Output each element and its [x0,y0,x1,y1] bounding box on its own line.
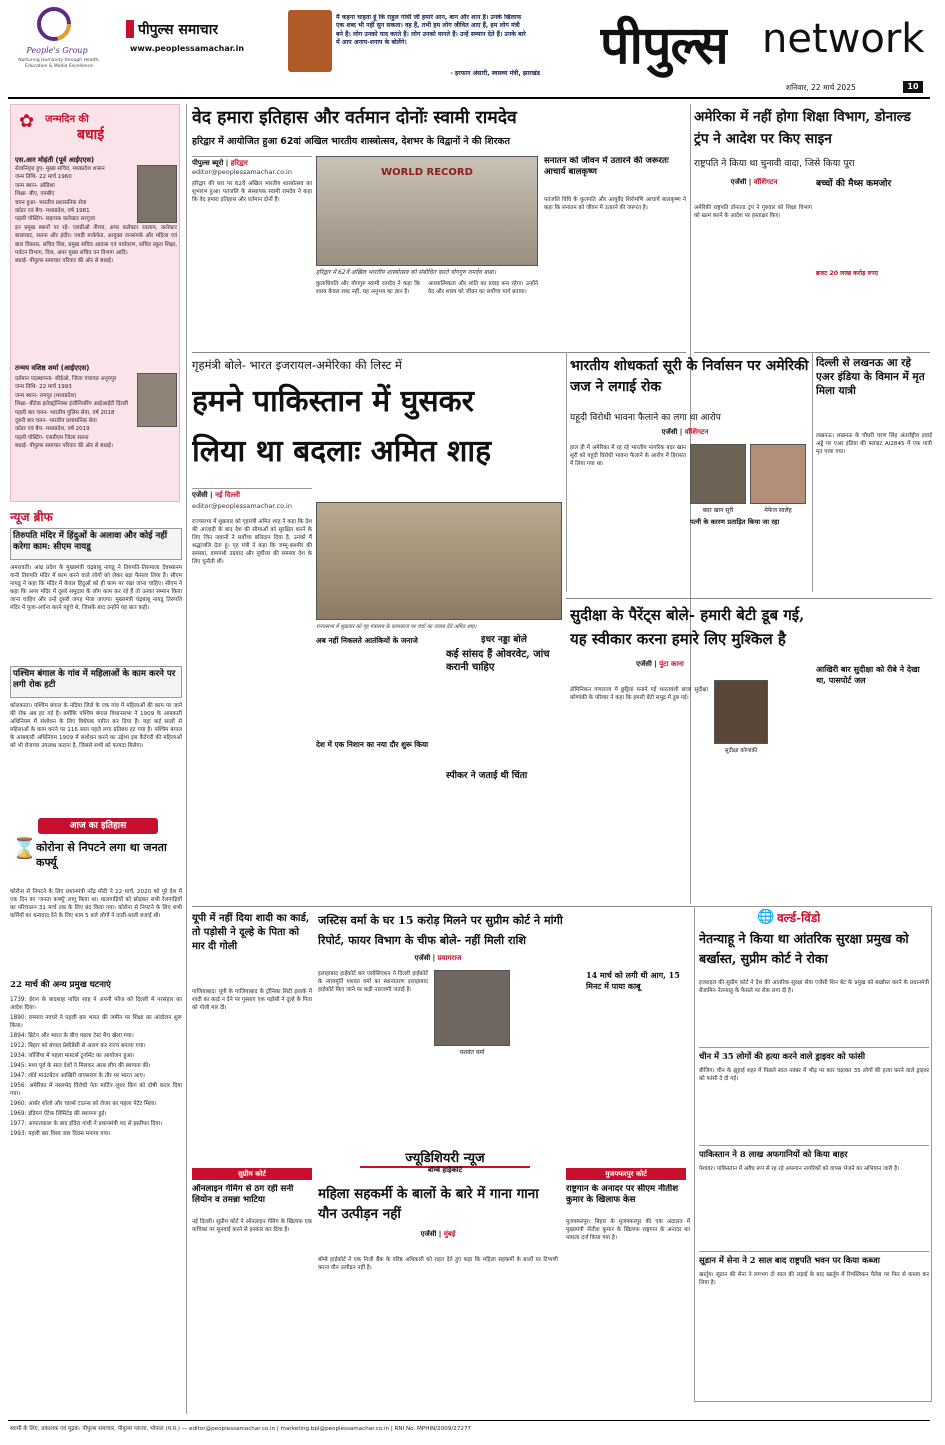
varma-side: 14 मार्च को लगी थी आग, 15 मिनट में पाया काबू [586,970,680,991]
varma-place: प्रयागराज [437,954,462,962]
shah-byline-name: एजेंसी [192,491,208,499]
ramdev-col-3: आध्यात्मिकता और शांति का प्रवाह बना रहेगा। उन्होंने वेद और शास्त्र को जीवन का सर्वोच्च मार्ग बताया। [428,281,538,295]
history-event: 1960: आर्थर शॉलो और चार्ल्स टाउन्स को लेजर का पहला पेटेंट मिला। [10,1101,157,1107]
edu-side-title: बच्चों की मैथ्स कमजोर [816,179,892,189]
ramdev-col-1: हरिद्वार की धरा पर 62वें अखिल भारतीय शास्त्रोत्सव का शुभारंभ हुआ। पतंजलि के संस्थापक स्वामी रामदेव ने कहा कि वेद हमारा इतिहास और वर्तमान दोनों हैं। [192,181,312,203]
plane-up-headline: यूपी में नहीं दिया शादी का कार्ड, तो पड़ोसी ने दूल्हे के पिता को मार दी गोली [192,913,310,952]
shah-body: राज्यसभा में शुक्रवार को गृहमंत्री अमित शाह ने कहा कि देश की आजादी के बाद देश की सीमाओं को सुरक्षित करने के लिए जिन जवानों ने सर्वोच्च बलिदान दिया है, उनको मैं श्रद्धांजलि देता हूं। गृह मंत्री ने कहा कि जम्मू-कश्मीर की समस्या, वामपंथी उग्रवाद और पूर्वोत्तर की समस्या देश के लिए चुनौती थीं। [192,519,312,565]
small-paper-title: पीपुल्स समाचार [138,22,219,38]
history-body: कोरोना से निपटने के लिए प्रधानमंत्री नरेंद्र मोदी ने 22 मार्च, 2020 को पूरे देश में एक दिन का 'जनता कर्फ्यू' लागू किया था। मालगाड़ियों को छोड़कर सभी रेलगाड़ियों का परिचालन 31 मार्च तक के लिए बंद किया गया। कोरोना से निपटने के लिए सभी कर्मियों का धन्यवाद देने के लिए शाम 5 बजे लोगों ने ताली-थाली बजाई थी। [10,889,182,919]
world-h2: चीन में 35 लोगों की हत्या करने वाले ड्राइवर को फांसी [699,1047,929,1062]
varma-byline-name: एजेंसी [414,954,431,962]
suri-sub: यहूदी विरोधी भावना फैलाने का लगा था आरोप [570,413,721,423]
bh-byline-name: एजेंसी [420,1230,437,1238]
birthday-person-1-details: सेवानिवृत्त हुए- मुख्य सचिव, मध्यप्रदेश शासन जन्म तिथि- 22 मार्च 1960 जन्म स्थान- ओडिशा शिक्षा- बीए, एमबीए चयन हुआ- भारतीय प्रशासनिक सेवा कॉडर एवं बैच- मध्यप्रदेश, वर्ष 1981 पहली पोस्टिंग- सहायक कलेक्टर सरगुजा इन प्रमुख स्थानों पर रहे- एसडीओ नीमच, अपर कलेक्टर रतलाम, कलेक्टर बालाघाट, सतना और इंदौर। एमडी मार्कफेड, आयुक्त जनसंपर्क और महिला एवं बाल विकास, सचिव वित्त, प्रमुख सचिव आवास एवं पर्यावरण, सचिव स्कूल शिक्षा, पर्यटन विभाग, वित्त, अपर मुख्य सचिव वन विभाग आदि। बधाई- पीपुल्स समाचार परिवार की ओर से बधाई। [15,166,177,265]
ramdev-subheadline: हरिद्वार में आयोजित हुआ 62वां अखिल भारतीय शास्त्रोत्सव, देशभर के विद्वानों ने की शिरकत [192,136,510,147]
edu-side-red: ब्रजट 20 लाख करोड़ रुपए [816,270,879,277]
world-panel [694,906,932,1402]
mz-body: मुजफ्फरपुर। बिहार के मुजफ्फरपुर की एक अदालत में मुख्यमंत्री नीतीश कुमार के खिलाफ राष्ट्रगान के अनादर का मामला दर्ज किया गया है। [566,1219,690,1241]
ramdev-col-2: कुलाधिपति और योगगुरु स्वामी रामदेव ने कहा कि शास्त्र केवल शब्द नहीं, यह अनुभव का ज्ञान है। [316,281,420,295]
bh-byline: एजेंसी | मुंबई [420,1230,456,1238]
page-number: 10 [903,81,923,93]
history-events-title: 22 मार्च की अन्य प्रमुख घटनाएं [10,980,111,990]
history-headline: कोरोना से निपटने लगा था जनता कर्फ्यू [36,841,167,869]
varma-photo [434,970,510,1046]
group-tagline: Nurturing Humanity through Health, Education & Media Excellence [18,58,100,69]
brief-1-headline: तिरुपति मंदिर में हिंदुओं के अलावा और कोई नहीं करेगा काम: सीएम नायडू [10,528,182,560]
history-event: 1993: पहली बार विश्व जल दिवस मनाया गया। [10,1131,111,1137]
website[interactable]: www.peoplessamachar.in [130,44,245,53]
birthday-title: जन्मदिन की [45,114,89,125]
edu-byline-name: एजेंसी [730,178,747,186]
sc-label: सुप्रीम कोर्ट [192,1168,312,1180]
masthead [0,0,945,100]
edu-sub: राष्ट्रपति ने किया था चुनावी वादा, जिसे किया पूरा [694,158,855,169]
ramdev-email[interactable]: editor@peoplessamachar.co.in [192,168,292,176]
world-b3: पेशावर। पाकिस्तान में अवैध रूप से रह रहे अफगान नागरिकों को वापस भेजने का अभियान जारी है। [699,1166,900,1172]
world-b2: बीजिंग। चीन के झुहाई शहर में पिछले साल नवंबर में भीड़ पर कार चढ़ाकर 35 लोगों की हत्या करने वाले ड्राइवर को फांसी दे दी गई। [699,1068,929,1082]
col-rule-air [812,352,813,592]
small-logo-mark [126,20,134,38]
shah-headline-2: लिया था बदलाः अमित शाह [192,434,492,469]
globe-icon: 🌐 [757,909,775,925]
judiciary-label: ज्यूडिशियरी न्यूज [360,1148,530,1168]
varma-byline: एजेंसी | प्रयागराज [414,954,462,962]
history-panel [10,818,182,1418]
history-event: 1977: आपातकाल के बाद इंदिरा गांधी ने प्रधानमंत्री पद से इस्तीफा दिया। [10,1121,163,1127]
footer-rule [8,1420,930,1421]
history-event: 1894: ब्रिटेन और भारत के बीच पहला टेस्ट मैच खेला गया। [10,1033,134,1039]
shah-headline-1: हमने पाकिस्तान में घुसकर [192,384,474,419]
shah-kicker: गृहमंत्री बोले- भारत इजरायल-अमेरिका की लिस्ट में [192,358,402,372]
shah-caption: राज्यसभा में शुक्रवार को गृह मंत्रालय के कामकाज पर चर्चा का जवाब देते अमित शाह। [316,624,477,630]
rule-before-sudiksha [566,598,932,599]
group-name: People's Group [26,46,88,55]
edu-place: वॉशिंगटन [753,178,778,186]
suri-name-1: बदर खान सूरी [702,507,734,514]
hourglass-icon: ⌛ [12,836,37,860]
brief-1-body: अमरावती। आंध्र प्रदेश के मुख्यमंत्री चंद्रबाबू नायडू ने तिरुपति-तिरुमाला देवस्थानम यानी तिरुपति मंदिर में काम करने वाले लोगों को लेकर बड़ा फैसला लिया है। सीएम नायडू ने कहा कि मंदिर में केवल हिंदुओं को ही काम पर रखा जाना चाहिए। सीएम ने कहा कि अगर मंदिर में दूसरे समुदाय के लोग काम कर रहे हैं तो उनका सम्मान किया जाना चाहिए और उन्हें दूसरी जगह भेजा जाएगा। मुख्यमंत्री चंद्रबाबू नायडू तिरुपति मंदिर में पूजा-अर्चना करने पहुंचे थे, जिसके बाद उन्होंने यह बात कही। [10,565,182,611]
suri-photo-1 [690,444,746,504]
ramdev-byline: पीपुल्स ब्यूरो | हरिद्वार [192,156,312,168]
judiciary-sub-label: बॉम्बे हाईकोर्ट [427,1166,463,1174]
birthday-panel [10,104,180,502]
birthday-person-2-name: तन्मय वशिष्ठ शर्मा (आईएएस) [15,364,90,372]
ramdev-photo [316,156,538,266]
varma-caption: यशवंत वर्मा [459,1049,485,1056]
history-label: आज का इतिहास [38,818,158,834]
page-date: शनिवार, 22 मार्च 2025 [786,83,856,92]
bh-place: मुंबई [443,1230,456,1238]
sudiksha-caption: सुदीक्षा कोणांकी [724,748,758,754]
suri-photo-2 [750,444,806,504]
nadda-headline: कई सांसद हैं ओवरवेट, जांच करानी चाहिए [446,649,550,673]
world-b4: खार्तूम। सूडान की सेना ने लगभग दो साल की लड़ाई के बाद खार्तूम में रिपब्लिकन पैलेस पर फिर से कब्जा कर लिया है। [699,1272,929,1286]
sudiksha-headline-2: यह स्वीकार करना हमारे लिए मुश्किल है [570,630,786,648]
shah-sub-2: देश में एक निशान का नया दौर शुरू किया [316,740,429,749]
world-b1: इजराइल की सुप्रीम कोर्ट ने देश की आंतरिक सुरक्षा सेवा एजेंसी शिन बेट के प्रमुख को बर्खास्त करने के प्रधानमंत्री बेंजामिन नेतन्याहू के फैसले पर रोक लगा दी है। [699,980,929,994]
history-event: 1890: रामराव नवघरे ने पहली बार भारत की जमीन पर शिक्षा का आंदोलन शुरू किया। [10,1015,182,1029]
bh-headline: महिला सहकर्मी के बालों के बारे में गाना गाना यौन उत्पीड़न नहीं [318,1186,539,1222]
birthday-person-2-details: वर्तमान पदस्थापना- सीईओ, जिला पंचायत अनूपपुर जन्म तिथि- 22 मार्च 1993 जन्म स्थान- रामपुर (मध्यप्रदेश) शिक्षा- बीटेक इलेक्ट्रॉनिक्स इंजीनियरिंग आईआईटी दिल्ली पहली बार चयन- भारतीय पुलिस सेवा, वर्ष 2018 दूसरी बार चयन- भारतीय प्रशासनिक सेवा कॉडर एवं बैच- मध्यप्रदेश, वर्ष 2019 पहली पोस्टिंग- एसडीएम जिला सतना बधाई- पीपुल्स समाचार परिवार की ओर से बधाई। [15,376,129,450]
history-events-list [10,996,182,1416]
suri-place: वॉशिंगटन [684,428,709,436]
mz-label: मुजफ्फरपुर कोर्ट [566,1168,686,1180]
brief-2-body: कोलकाता। पश्चिम बंगाल के नदिया जिले के एक गांव में महिलाओं की काम पर जाने की रोक अब हट गई है। क्योंकि पश्चिम बंगाल विधानसभा ने 1909 के आबकारी अधिनियम में संशोधन के लिए विधेयक पारित कर दिया है। यहां कई सालों से महिलाओं के काम करने पर 116 साल पहले लगा प्रतिबंध हट गया है। पश्चिम बंगाल के आबकारी अधिनियम 1909 में संशोधन करने का उद्देश्य इस कैटेगरी की महिलाओं को भी रोजगार उपलब्ध कराना है, जिससे सभी को फायदा मिलेगा। [10,703,182,749]
birthday-title-2: बधाई [77,127,105,143]
varma-headline-1: जस्टिस वर्मा के घर 15 करोड़ मिलने पर सुप्रीम कोर्ट ने मांगी [318,913,563,927]
sc-body: नई दिल्ली। सुप्रीम कोर्ट ने ऑनलाइन गेमिंग के खिलाफ एक याचिका पर सुनवाई करने से इनकार कर दिया है। [192,1219,312,1233]
shah-place: नई दिल्ली [215,491,241,499]
sudiksha-photo [714,680,768,744]
ramdev-place: हरिद्वार [230,159,248,167]
world-h1: नेतन्याहू ने किया था आंतरिक सुरक्षा प्रमुख को बर्खास्त, सुप्रीम कोर्ट ने रोका [699,931,909,966]
ramdev-caption: हरिद्वार में 62वें अखिल भारतीय शास्त्रोत्सव को संबोधित करते योगगुरु रामदेव बाबा। [316,269,497,276]
quote-text: मैं कहना चाहता हूं कि राहुल गांधी जी हमारे आन, बान और शान हैं। उनके खिलाफ एक शब्द भी नहीं सुन सकता। वह हैं, तभी हम लोग जीवित आए हैं, हम लोग मंत्री बने हैं। लोग उनको याद करते हैं। लोग उनको मानते हैं। उन्हें सम्मान देते हैं। उनके बारे में आप अनाप-शनाप के बोलेंगे। [336,14,526,47]
shah-byline: एजेंसी | नई दिल्ली [192,488,312,500]
sudiksha-side-title: आखिरी बार सुदीक्षा को रीबे ने देखा था, पासपोर्ट जल [816,664,920,685]
mz-headline: राष्ट्रगान के अनादर पर सीएम नीतीश कुमार के खिलाफ केस [566,1184,679,1205]
masthead-rule [8,97,930,99]
history-event: 1912: बिहार को बंगाल प्रेसीडेंसी से अलग कर राज्य बनाया गया। [10,1043,146,1049]
main-title-english: network [762,16,925,62]
world-record-banner: WORLD RECORD [381,167,473,178]
ramdev-side-title: सनातन को जीवन में उतारने की जरूरतः आचार्य बालकृष्ण [544,156,669,177]
history-event: 1945: मध्य पूर्व के सात देशों ने मिलकर अरब लीग की स्थापना की। [10,1063,151,1069]
air-body: लखनऊ। लखनऊ के चौधरी चरण सिंह अंतर्राष्ट्रीय हवाई अड्डे पर एअर इंडिया की फ्लाइट AI2845 में एक यात्री मृत पाया गया। [816,433,932,455]
quote-photo [288,10,332,72]
ramdev-byline-name: पीपुल्स ब्यूरो [192,159,224,167]
suri-name-2: मेफेज सालेह [764,507,792,514]
edu-byline: एजेंसी | वॉशिंगटन [730,178,778,186]
sudiksha-headline-1: सुदीक्षा के पैरेंट्स बोले- हमारी बेटी डूब गई, [570,606,805,624]
shah-sub-1: अब नहीं निकलते आतंकियों के जनाजे [316,636,418,645]
history-event: 1934: जॉर्जिया में पहला मास्टर्स टूर्नामेंट का आयोजन हुआ। [10,1053,135,1059]
edu-headline: अमेरिका में नहीं होगा शिक्षा विभाग, डोनाल्ड ट्रंप ने आदेश पर किए साइन [694,109,911,147]
quote-author: - इरफान अंसारी, स्वास्थ्य मंत्री, झारखंड [450,70,540,77]
world-label: वर्ल्ड-विंडो [777,911,821,925]
ramdev-headline: वेद हमारा इतिहास और वर्तमान दोनोंः स्वामी रामदेव [192,108,517,128]
sudiksha-byline: एजेंसी | पुंटा काना [636,660,684,668]
suri-byline: एजेंसी | वॉशिंगटन [661,428,709,436]
history-event: 1739: ईरान के बादशाह नादिर शाह ने अपनी फौज को दिल्ली में नरसंहार का आदेश दिया। [10,997,182,1011]
main-title-hindi: पीपुल्स [600,16,728,76]
history-event: 1956: अमेरिका में नस्लभेद विरोधी नेता मार्टिन लूथर किंग को दोषी करार दिया गया। [10,1083,182,1097]
edu-body: अमेरिकी राष्ट्रपति डोनाल्ड ट्रंप ने गुरुवार को शिक्षा विभाग को खत्म करने के आदेश पर हस्ताक्षर किए। [694,205,812,219]
varma-body: इलाहाबाद हाईकोर्ट बार एसोसिएशन ने दिल्ली हाईकोर्ट के न्यायमूर्ति यशवंत वर्मा का स्थानांतरण इलाहाबाद हाईकोर्ट किए जाने पर कड़ी नाराजगी जताई है। [318,971,428,993]
nadda-kicker: इधर नड्डा बोले [481,635,527,645]
suri-body: हाल ही में अमेरिका में रह रहे भारतीय नागरिक बदर खान सूरी को यहूदी विरोधी भावना फैलाने के आरोप में हिरासत में लिया गया था। [570,445,686,467]
varma-headline-2: रिपोर्ट, फायर विभाग के चीफ बोले- नहीं मिली राशि [318,933,527,947]
shah-photo [316,502,562,620]
cake-icon: ✿ [19,111,35,132]
rule-before-varma [192,906,694,907]
world-h3: पाकिस्तान ने 8 लाख अफगानियों को किया बाहर [699,1145,929,1160]
shah-email[interactable]: editor@peoplessamachar.co.in [192,502,292,510]
rule-after-ramdev [192,352,686,353]
suri-headline: भारतीय शोधकर्ता सूरी के निर्वासन पर अमेरिकी जज ने लगाई रोक [570,358,809,395]
ramdev-side-body: पतंजलि विवि के कुलपति और आयुर्वेद शिरोमणि आचार्य बालकृष्ण ने कहा कि सनातन को जीवन में उतारने की जरूरत है। [544,197,686,211]
brief-2-headline: पश्चिम बंगाल के गांव में महिलाओं के काम करने पर लगी रोक हटी [10,666,182,698]
col-rule-1 [186,104,187,1414]
news-brief-label: न्यूज ब्रीफ [10,510,53,524]
sc-headline: ऑनलाइन गेमिंग से ठग रही सनी लियोन व तमन्ना भाटिया [192,1184,294,1205]
peoples-group-logo [36,6,72,46]
birthday-person-1-name: एस.आर मोहंती (पूर्व आईएएस) [15,156,95,164]
air-headline: दिल्ली से लखनऊ आ रहे एअर इंडिया के विमान में मृत मिला यात्री [816,357,925,397]
suri-side: पत्नी के कारण प्रताड़ित किया जा रहा [690,518,780,526]
col-rule-suri [566,352,567,592]
nadda-sub: स्पीकर ने जताई थी चिंता [446,771,528,781]
footer-imprint: स्वामी के लिए, प्रकाशक एवं मुद्रक: पीपुल्स समाचार, पीपुल्स प्लाजा, भोपाल (म.प्र.) — editor@peoplessamachar.co.in | marketing.bpl@peoplessamachar.co.in | RNI No. MPHIN/2009/27277 [10,1426,472,1432]
sudiksha-place: पुंटा काना [659,660,684,668]
bh-body: बॉम्बे हाईकोर्ट ने एक निजी बैंक के वरिष्ठ अधिकारी को राहत देते हुए कहा कि महिला सहकर्मी के बालों पर टिप्पणी करना यौन उत्पीड़न नहीं है। [318,1257,558,1271]
history-event: 1969: इंडियन ऐंटेक लिमिटेड की स्थापना हुई। [10,1111,107,1117]
plane-up-body: गाजियाबाद। यूपी के गाजियाबाद के ट्रॉनिका सिटी इलाके में शादी का कार्ड न देने पर गुस्साए एक पड़ोसी ने दूल्हे के पिता को गोली मार दी। [192,989,312,1011]
sudiksha-byline-name: एजेंसी [636,660,652,668]
world-h4: सूडान में सेना ने 2 साल बाद राष्ट्रपति भवन पर किया कब्जा [699,1251,929,1266]
sudiksha-body: डोमिनिकन गणराज्य में छुट्टियां मनाने गई भारतवंशी छात्रा सुदीक्षा कोणांकी के परिवार ने कहा कि हमारी बेटी समुद्र में डूब गई। [570,687,708,701]
history-event: 1947: लॉर्ड माउंटबेटन आखिरी वायसराय के तौर पर भारत आए। [10,1073,145,1079]
suri-byline-name: एजेंसी [661,428,678,436]
